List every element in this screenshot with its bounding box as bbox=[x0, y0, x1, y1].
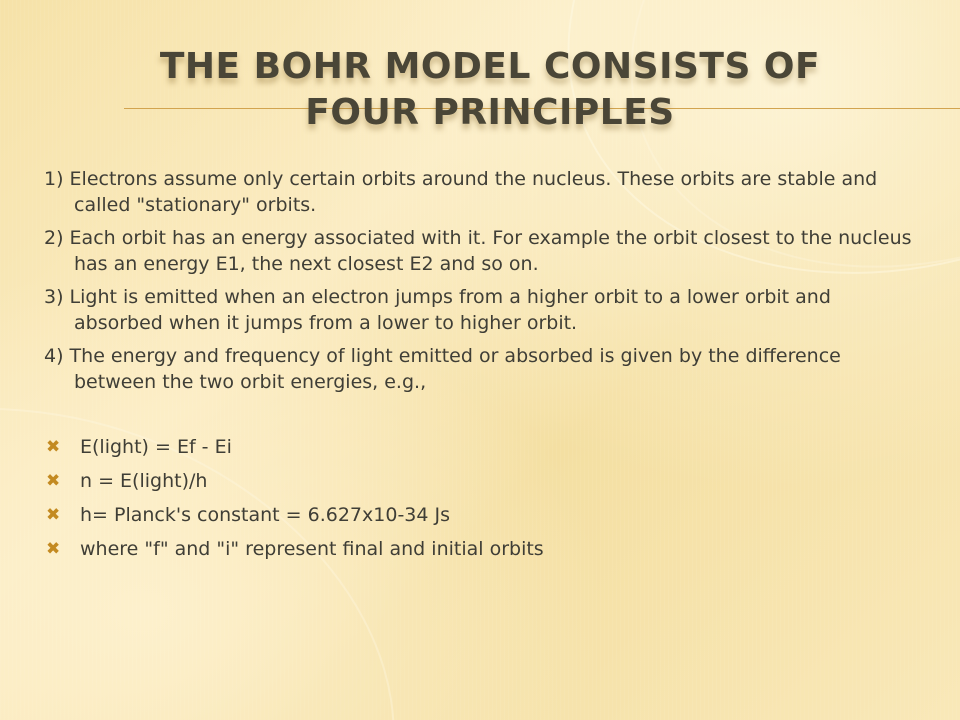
x-mark-icon: ✖ bbox=[46, 539, 61, 559]
formula-energy: E(light) = Ef - Ei bbox=[80, 436, 232, 458]
x-mark-icon: ✖ bbox=[46, 471, 61, 491]
formula-list bbox=[44, 434, 924, 562]
spacer bbox=[44, 402, 924, 434]
principle-3: 3) Light is emitted when an electron jumps from a higher orbit to a lower orbit and absorbed when it jumps from a lower to higher orbit. bbox=[44, 286, 831, 334]
principle-1: 1) Electrons assume only certain orbits around the nucleus. These orbits are stable and called "stationary" orbits. bbox=[44, 168, 878, 216]
slide-title: THE BOHR MODEL CONSISTS OF FOUR PRINCIPLES bbox=[159, 46, 821, 133]
x-mark-icon: ✖ bbox=[46, 437, 61, 457]
list-item bbox=[44, 502, 924, 528]
formula-frequency: n = E(light)/h bbox=[80, 470, 208, 492]
principle-4: 4) The energy and frequency of light emitted or absorbed is given by the difference between the two orbit energies, e.g., bbox=[44, 345, 841, 393]
principle-2: 2) Each orbit has an energy associated with it. For example the orbit closest to the nucleus has an energy E1, the next closest E2 and so on. bbox=[44, 227, 912, 275]
slide-body bbox=[44, 166, 924, 570]
list-item bbox=[44, 434, 924, 460]
x-mark-icon: ✖ bbox=[46, 505, 61, 525]
list-item bbox=[44, 468, 924, 494]
list-item bbox=[44, 536, 924, 562]
formula-note: where "f" and "i" represent final and initial orbits bbox=[80, 538, 544, 560]
formula-planck: h= Planck's constant = 6.627x10-34 Js bbox=[80, 504, 451, 526]
